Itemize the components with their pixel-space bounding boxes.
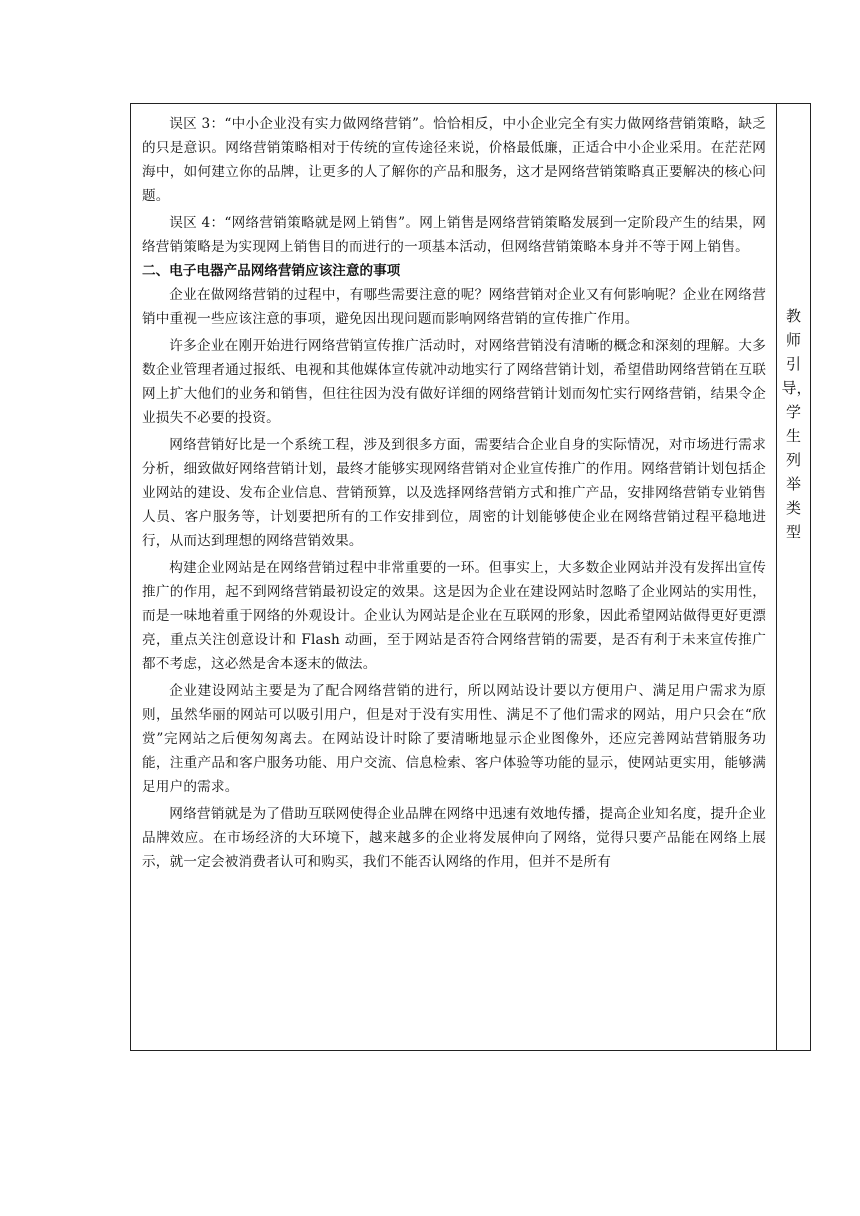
- content-cell: [131, 104, 777, 1050]
- paragraph: 许多企业在刚开始进行网络营销宣传推广活动时，对网络营销没有清晰的概念和深刻的理解。大多数企业管理者通过报纸、电视和其他媒体宣传就冲动地实行了网络营销计划，希望借助网络营销在互联网上扩大他们的业务和销售，但往往因为没有做好详细的网络营销计划而匆忙实行网络营销，结果令企业损失不必要的投资。: [142, 338, 766, 426]
- paragraph: 企业建设网站主要是为了配合网络营销的进行，所以网站设计要以方便用户、满足用户需求为原则，虽然华丽的网站可以吸引用户，但是对于没有实用性、满足不了他们需求的网站，用户只会在“欣赏”完网站之后便匆匆离去。在网站设计时除了要清晰地显示企业图像外，还应完善网站营销服务功能，注重产品和客户服务功能、用户交流、信息检索、客户体验等功能的显示，使网站更实用，能够满足用户的需求。: [142, 683, 766, 795]
- paragraph: 企业在做网络营销的过程中，有哪些需要注意的呢？网络营销对企业又有何影响呢？企业在网络营销中重视一些应该注意的事项，避免因出现问题而影响网络营销的宣传推广作用。: [142, 287, 766, 327]
- paragraph: 网络营销好比是一个系统工程，涉及到很多方面，需要结合企业自身的实际情况，对市场进行需求分析，细致做好网络营销计划，最终才能够实现网络营销对企业宣传推广的作用。网络营销计划包括企业网站的建设、发布企业信息、营销预算，以及选择网络营销方式和推广产品，安排网络营销专业销售人员、客户服务等，计划要把所有的工作安排到位，周密的计划能够使企业在网络营销过程平稳地进行，从而达到理想的网络营销效果。: [142, 437, 766, 549]
- section-heading: 二、电子电器产品网络营销应该注意的事项: [142, 263, 401, 279]
- teaching-method-note: 教师引导，学生列举类型: [781, 307, 812, 541]
- lesson-table: [130, 103, 811, 1051]
- side-cell: [777, 104, 810, 1050]
- paragraph: 网络营销就是为了借助互联网使得企业品牌在网络中迅速有效地传播，提高企业知名度，提升企业品牌效应。在市场经济的大环境下，越来越多的企业将发展伸向了网络，觉得只要产品能在网络上展示，就一定会被消费者认可和购买，我们不能否认网络的作用，但并不是所有: [142, 806, 766, 870]
- paragraph-misconception-4: 误区 4：“网络营销策略就是网上销售”。网上销售是网络营销策略发展到一定阶段产生的结果，网络营销策略是为实现网上销售目的而进行的一项基本活动，但网络营销策略本身并不等于网上销售。: [142, 215, 766, 255]
- paragraph-misconception-3: 误区 3：“中小企业没有实力做网络营销”。恰恰相反，中小企业完全有实力做网络营销策略，缺乏的只是意识。网络营销策略相对于传统的宣传途径来说，价格最低廉，正适合中小企业采用。在茫茫网海中，如何建立你的品牌，让更多的人了解你的产品和服务，这才是网络营销策略真正要解决的核心问题。: [142, 116, 766, 204]
- paragraph: 构建企业网站是在网络营销过程中非常重要的一环。但事实上，大多数企业网站并没有发挥出宣传推广的作用，起不到网络营销最初设定的效果。这是因为企业在建设网站时忽略了企业网站的实用性，而是一味地着重于网络的外观设计。企业认为网站是企业在互联网的形象，因此希望网站做得更好更漂亮，重点关注创意设计和 Flash 动画，至于网站是否符合网络营销的需要，是否有利于未来宣传推广都不考虑，这必然是舍本逐末的做法。: [142, 560, 766, 672]
